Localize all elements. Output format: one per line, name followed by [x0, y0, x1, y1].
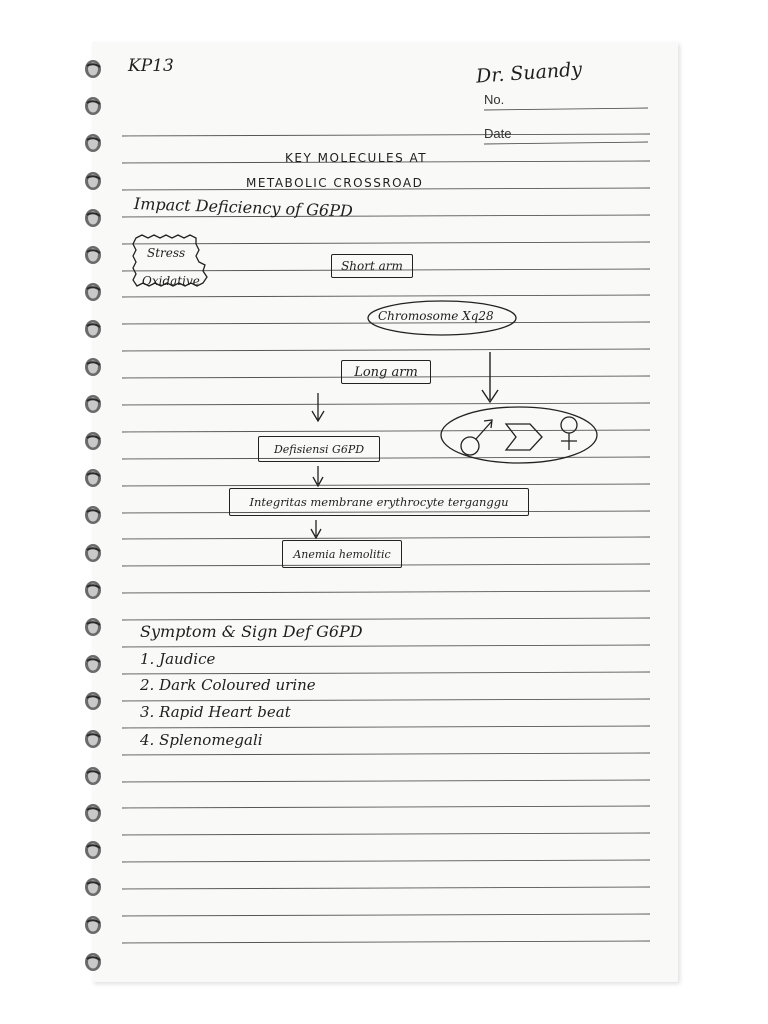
oxidative-label: Oxidative	[142, 274, 200, 288]
author-signature: Dr. Suandy	[475, 58, 583, 88]
no-label: No.	[484, 92, 505, 107]
membrane-box: Integritas membrane erythrocyte terganggu	[229, 488, 529, 516]
symptom-item-1: 1. Jaudice	[140, 650, 216, 668]
title-line-1: KEY MOLECULES AT	[285, 151, 428, 165]
symptom-item-2: 2. Dark Coloured urine	[140, 676, 316, 694]
symptoms-heading: Symptom & Sign Def G6PD	[140, 622, 363, 641]
arrow-to-membrane	[313, 466, 323, 486]
symptom-item-4: 4. Splenomegali	[140, 731, 263, 749]
date-label: Date	[484, 126, 512, 141]
female-symbol-icon	[561, 417, 577, 450]
corner-code: KP13	[128, 56, 174, 76]
deficiency-box: Defisiensi G6PD	[258, 436, 380, 462]
gender-ellipse	[441, 407, 597, 463]
symptom-item-3: 3. Rapid Heart beat	[140, 703, 291, 721]
arrow-to-anemia	[311, 520, 321, 538]
anemia-box: Anemia hemolitic	[282, 540, 402, 568]
arrow-right-down	[482, 352, 498, 402]
arrow-to-deficiency	[312, 393, 324, 421]
title-line-2: METABOLIC CROSSROAD	[246, 176, 424, 190]
short-arm-box: Short arm	[331, 254, 413, 278]
section-heading: Impact Deficiency of G6PD	[133, 194, 354, 221]
stress-label: Stress	[147, 246, 186, 260]
chevron-icon	[506, 424, 542, 450]
male-symbol-icon	[461, 420, 492, 455]
long-arm-box: Long arm	[341, 360, 431, 384]
chromosome-label: Chromosome Xq28	[378, 309, 494, 323]
